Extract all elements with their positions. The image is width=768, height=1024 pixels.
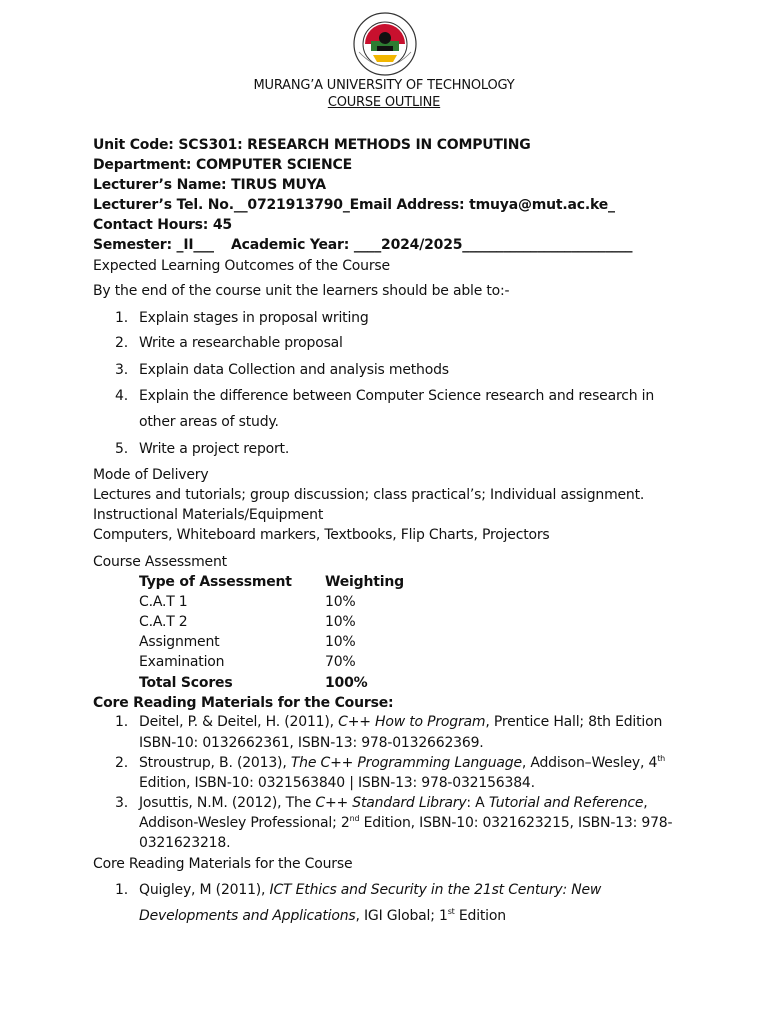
reading-author: Josuttis, N.M. (2012), The [139, 795, 316, 811]
delivery-text: Lectures and tutorials; group discussion; class practical’s; Individual assignment. [93, 487, 645, 503]
semester: Semester: _II___ [93, 237, 214, 253]
reading-publisher: Addison-Wesley Professional; 2 [139, 815, 350, 831]
reading-item [139, 755, 665, 771]
reading-author: Quigley, M (2011), [139, 882, 270, 898]
email-suffix: _ [608, 197, 615, 213]
materials-text: Computers, Whiteboard markers, Textbooks, Flip Charts, Projectors [93, 527, 550, 543]
academic-year: Academic Year: ____2024/2025_________________________ [231, 237, 633, 253]
reading-item [139, 714, 662, 730]
reading-number: 1. [115, 882, 128, 898]
reading-publisher: , Prentice Hall; 8th Edition [485, 714, 663, 730]
outcome-item: Explain the difference between Computer Science research and research in [139, 388, 655, 404]
reading-number: 3. [115, 795, 128, 811]
reading-superscript: st [447, 907, 455, 916]
outcome-number: 2. [115, 335, 128, 351]
assessment-total-label: Total Scores [139, 675, 233, 691]
reading-author: Stroustrup, B. (2013), [139, 755, 291, 771]
reading-superscript: nd [349, 814, 360, 823]
reading-title: ICT Ethics and Security in the 21st Century: New [269, 882, 602, 898]
reading-item-continued [139, 908, 506, 924]
reading-isbn [139, 815, 672, 831]
contact-hours: Contact Hours: 45 [93, 217, 232, 233]
outcome-number: 3. [115, 362, 128, 378]
reading-title-continued: Developments and Applications [139, 908, 356, 924]
email-link[interactable]: tmuya@mut.ac.ke [469, 197, 609, 213]
reading-punct: , [643, 795, 648, 811]
outcome-number: 4. [115, 388, 128, 404]
reading-separator: : A [466, 795, 489, 811]
assessment-type: Examination [139, 654, 225, 670]
reading-superscript: th [657, 754, 666, 763]
assessment-type: Assignment [139, 634, 220, 650]
assessment-col-weight: Weighting [325, 574, 404, 590]
reading-subtitle: Tutorial and Reference [488, 795, 644, 811]
tel-text: Lecturer’s Tel. No.__0721913790_Email Address: [93, 197, 470, 213]
reading-isbn-continued: 0321623218. [139, 835, 231, 851]
outcome-number: 5. [115, 441, 128, 457]
outcome-item: Write a researchable proposal [139, 335, 343, 351]
reading-item [139, 795, 648, 811]
lecturer-contact [93, 197, 615, 213]
reading-publisher: , Addison–Wesley, 4 [521, 755, 658, 771]
reading-number: 2. [115, 755, 128, 771]
assessment-type: C.A.T 1 [139, 594, 188, 610]
outcome-number: 1. [115, 310, 128, 326]
materials-heading: Instructional Materials/Equipment [93, 507, 324, 523]
assessment-weight: 10% [325, 594, 356, 610]
reading-item [139, 882, 601, 898]
reading-number: 1. [115, 714, 128, 730]
assessment-col-type: Type of Assessment [139, 574, 292, 590]
assessment-type: C.A.T 2 [139, 614, 188, 630]
assessment-weight: 70% [325, 654, 356, 670]
delivery-heading: Mode of Delivery [93, 467, 209, 483]
outcomes-heading: Expected Learning Outcomes of the Course [93, 258, 390, 274]
outcome-item: Write a project report. [139, 441, 290, 457]
reading-edition: Edition [454, 908, 506, 924]
core-reading-heading-2: Core Reading Materials for the Course [93, 856, 353, 872]
assessment-heading: Course Assessment [93, 554, 227, 570]
unit-code: Unit Code: SCS301: RESEARCH METHODS IN COMPUTING [93, 137, 531, 153]
lecturer-name: Lecturer’s Name: TIRUS MUYA [93, 177, 326, 193]
outcome-item: Explain stages in proposal writing [139, 310, 369, 326]
reading-author: Deitel, P. & Deitel, H. (2011), [139, 714, 339, 730]
assessment-weight: 10% [325, 634, 356, 650]
document-title: COURSE OUTLINE [327, 95, 441, 110]
outcomes-intro: By the end of the course unit the learners should be able to:- [93, 283, 510, 299]
core-reading-heading: Core Reading Materials for the Course: [93, 695, 394, 711]
reading-publisher: , IGI Global; 1 [355, 908, 448, 924]
university-logo [347, 10, 423, 82]
assessment-total-value: 100% [325, 675, 368, 691]
reading-isbn: Edition, ISBN-10: 0321563840 | ISBN-13: 978-032156384. [139, 775, 535, 791]
department: Department: COMPUTER SCIENCE [93, 157, 352, 173]
outcome-item-continued: other areas of study. [139, 414, 279, 430]
reading-title: C++ How to Program [338, 714, 486, 730]
university-seal-icon [347, 10, 423, 82]
assessment-weight: 10% [325, 614, 356, 630]
outcome-item: Explain data Collection and analysis methods [139, 362, 449, 378]
reading-title: The C++ Programming Language [290, 755, 522, 771]
reading-title: C++ Standard Library [315, 795, 467, 811]
reading-isbn: ISBN-10: 0132662361, ISBN-13: 978-0132662369. [139, 735, 484, 751]
reading-isbn-text: Edition, ISBN-10: 0321623215, ISBN-13: 978- [359, 815, 673, 831]
university-name: MURANG’A UNIVERSITY OF TECHNOLOGY [253, 78, 515, 93]
